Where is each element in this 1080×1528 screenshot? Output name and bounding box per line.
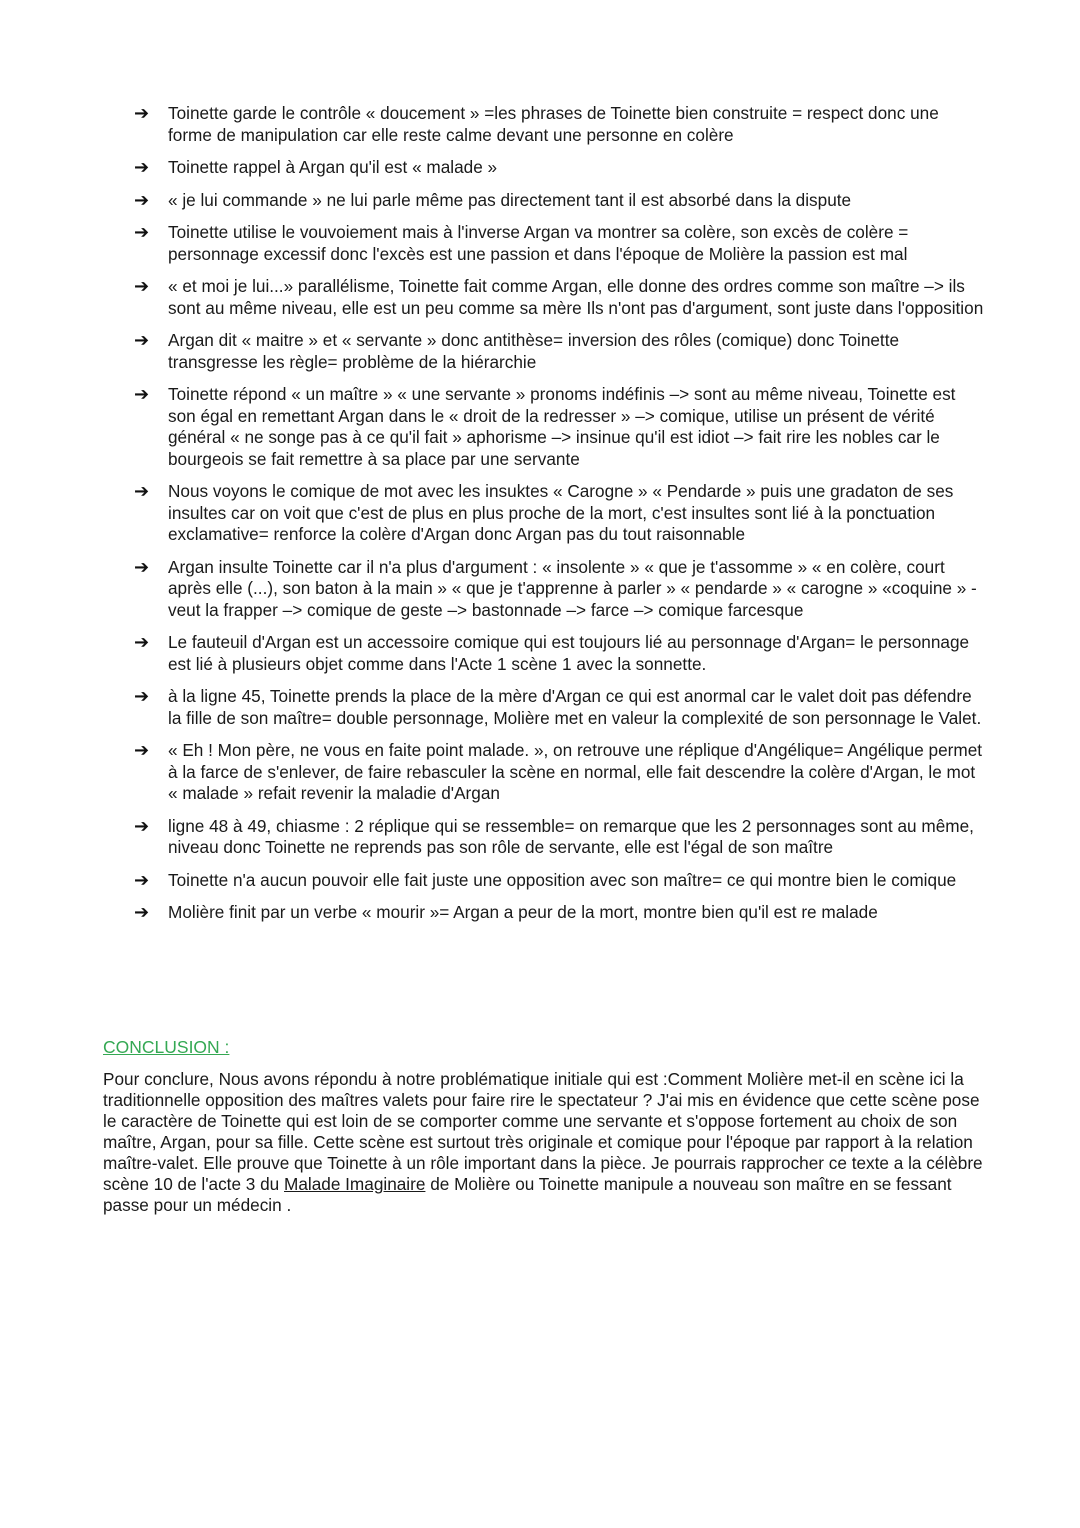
right-arrow-icon: ➔	[134, 189, 150, 211]
bullet-item	[134, 870, 984, 892]
bullet-text: « et moi je lui...» parallélisme, Toinette fait comme Argan, elle donne des ordres comme son maître –> ils sont au même niveau, elle est un peu comme sa mère Ils n'ont pas d'argument, sont juste dans l'opposition	[168, 276, 984, 318]
bullet-list	[134, 103, 984, 935]
bullet-text: Argan insulte Toinette car il n'a plus d'argument : « insolente » « que je t'assomme » « en colère, court après elle (...), son baton à la main » « que je t'apprenne à parler » « pendarde » « carogne » «coquine » - veut la frapper –> comique de geste –> bastonnade –> farce –> comique farcesque	[168, 556, 977, 620]
conclusion-text-before: Pour conclure, Nous avons répondu à notre problématique initiale qui est :Comment Molière met-il en scène ici la traditionnelle opposition des maîtres valets pour faire rire le spectateur ? J'ai mis en évidence que cette scène pose le caractère de Toinette qui est loin de se comporter comme une servante et s'oppose fortement au choix de son maître, Argan, pour sa fille. Cette scène est surtout très originale et comique pour l'époque par rapport à la relation maître-valet. Elle prouve que Toinette à un rôle important dans la pièce. Je pourrais rapprocher ce texte a la célèbre scène 10 de l'acte 3 du	[103, 1069, 983, 1194]
bullet-text: Molière finit par un verbe « mourir »= Argan a peur de la mort, montre bien qu'il est re malade	[168, 902, 878, 922]
play-title: Malade Imaginaire	[284, 1174, 426, 1194]
bullet-text: ligne 48 à 49, chiasme : 2 réplique qui se ressemble= on remarque que les 2 personnages sont au même, niveau donc Toinette ne reprends pas son rôle de servante, elle est l'égal de son maître	[168, 815, 974, 857]
bullet-item	[134, 103, 984, 146]
conclusion-section	[103, 1036, 983, 1216]
bullet-item	[134, 740, 984, 805]
conclusion-paragraph	[103, 1069, 983, 1216]
bullet-text: Nous voyons le comique de mot avec les insuktes « Carogne » « Pendarde » puis une gradaton de ses insultes car on voit que c'est de plus en plus proche de la mort, c'est insultes sont lié à la ponctuation exclamative= renforce la colère d'Argan donc Argan pas du tout raisonnable	[168, 481, 954, 544]
right-arrow-icon: ➔	[134, 740, 150, 761]
bullet-item	[134, 190, 984, 212]
bullet-text: Le fauteuil d'Argan est un accessoire comique qui est toujours lié au personnage d'Argan= le personnage est lié à plusieurs objet comme dans l'Acte 1 scène 1 avec la sonnette.	[168, 632, 970, 674]
right-arrow-icon: ➔	[134, 632, 150, 653]
right-arrow-icon: ➔	[134, 481, 150, 502]
bullet-text: Toinette rappel à Argan qu'il est « malade »	[168, 157, 498, 177]
bullet-text: Argan dit « maitre » et « servante » donc antithèse= inversion des rôles (comique) donc Toinette transgresse les règle= problème de la hiérarchie	[168, 330, 900, 372]
bullet-item	[134, 330, 984, 373]
conclusion-text-after: de Molière ou Toinette manipule a nouveau son maître en se fessant passe pour un médecin .	[103, 1174, 952, 1215]
right-arrow-icon: ➔	[134, 686, 150, 707]
bullet-item	[134, 557, 984, 622]
right-arrow-icon: ➔	[134, 330, 150, 351]
bullet-item	[134, 632, 984, 675]
right-arrow-icon: ➔	[134, 276, 150, 297]
right-arrow-icon: ➔	[134, 815, 150, 837]
bullet-text: Toinette utilise le vouvoiement mais à l'inverse Argan va montrer sa colère, son excès de colère = personnage excessif donc l'excès est une passion et dans l'époque de Molière la passion est mal	[168, 222, 909, 264]
bullet-text: « je lui commande » ne lui parle même pas directement tant il est absorbé dans la dispute	[168, 189, 852, 210]
bullet-text: Toinette répond « un maître » « une servante » pronoms indéfinis –> sont au même niveau, Toinette est son égal en remettant Argan dans le « droit de la redresser » –> comique, utilise un présent de vérité général « ne songe pas à ce qu'il fait » aphorisme –> insinue qu'il est idiot –> fait rire les nobles car le bourgeois se fait remettre à sa place par une servante	[168, 384, 956, 469]
bullet-item	[134, 481, 984, 546]
bullet-item	[134, 222, 984, 265]
bullet-text: à la ligne 45, Toinette prends la place de la mère d'Argan ce qui est anormal car le valet doit pas défendre la fille de son maître= double personnage, Molière met en valeur la complexité de son personnage le Valet.	[168, 686, 982, 728]
bullet-item	[134, 902, 984, 924]
right-arrow-icon: ➔	[134, 556, 150, 578]
bullet-text: « Eh ! Mon père, ne vous en faite point malade. », on retrouve une réplique d'Angélique= Angélique permet à la farce de s'enlever, de faire rebasculer la scène en normal, elle fait descendre la colère d'Argan, le mot « malade » refait revenir la maladie d'Argan	[168, 740, 983, 803]
bullet-item	[134, 276, 984, 319]
bullet-item	[134, 157, 984, 179]
bullet-text: Toinette n'a aucun pouvoir elle fait juste une opposition avec son maître= ce qui montre bien le comique	[168, 869, 957, 890]
conclusion-heading: CONCLUSION :	[103, 1037, 230, 1057]
bullet-item	[134, 384, 984, 470]
right-arrow-icon: ➔	[134, 869, 150, 891]
bullet-item	[134, 816, 984, 859]
bullet-text: Toinette garde le contrôle « doucement » =les phrases de Toinette bien construite = respect donc une forme de manipulation car elle reste calme devant une personne en colère	[168, 103, 939, 145]
right-arrow-icon: ➔	[134, 222, 150, 243]
right-arrow-icon: ➔	[134, 902, 150, 923]
right-arrow-icon: ➔	[134, 103, 150, 124]
bullet-item	[134, 686, 984, 729]
right-arrow-icon: ➔	[134, 384, 150, 405]
right-arrow-icon: ➔	[134, 157, 150, 178]
